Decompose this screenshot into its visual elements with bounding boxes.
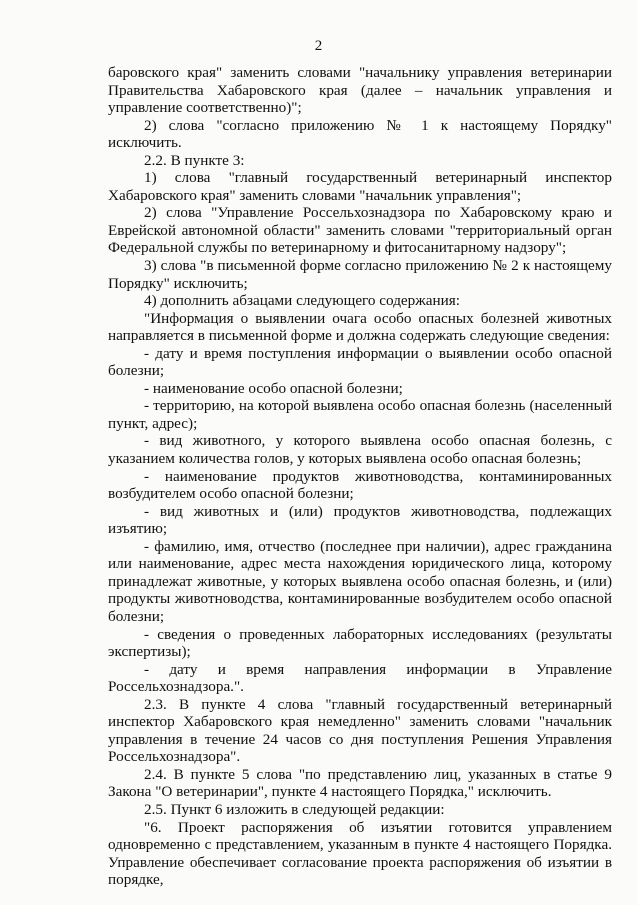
paragraph: - дату и время поступления информации о выявлении особо опасной болезни;: [108, 344, 612, 380]
paragraph: - наименование продуктов животноводства, контаминированных возбудителем особо опасной болезни;: [108, 467, 612, 503]
paragraph: 2.3. В пункте 4 слова "главный государственный ветеринарный инспектор Хабаровского края немедленно" заменить словами "начальник управления в течение 24 часов со дня поступления Решения Управления Россельхознадзора".: [108, 695, 612, 766]
paragraph: "6. Проект распоряжения об изъятии готовится управлением одновременно с представлением, указанным в пункте 4 настоящего Порядка. Управление обеспечивает согласование проекта распоряжения об изъятии в порядке,: [108, 818, 612, 889]
paragraph: баровского края" заменить словами "начальнику управления ветеринарии Правительства Хабаровского края (далее – начальник управления и управление соответственно)";: [108, 64, 612, 117]
paragraph: - вид животных и (или) продуктов животноводства, подлежащих изъятию;: [108, 502, 612, 538]
paragraph: - дату и время направления информации в Управление Россельхознадзора.".: [108, 660, 612, 696]
paragraph: 2.4. В пункте 5 слова "по представлению лиц, указанных в статье 9 Закона "О ветеринарии", пункте 4 настоящего Порядка," исключить.: [108, 765, 612, 801]
paragraph: 4) дополнить абзацами следующего содержания:: [144, 292, 460, 310]
paragraph: 2.2. В пункте 3:: [144, 151, 245, 169]
paragraph: - вид животного, у которого выявлена особо опасная болезнь, с указанием количества голов, у которых выявлена особо опасная болезнь;: [108, 432, 612, 468]
paragraph: - сведения о проведенных лабораторных исследованиях (результаты экспертизы);: [108, 625, 612, 661]
paragraph: - наименование особо опасной болезни;: [144, 379, 403, 397]
paragraph: 2) слова "Управление Россельхознадзора по Хабаровскому краю и Еврейской автономной области" заменить словами "территориальный орган Федеральной службы по ветеринарному и фитосанитарному надзору";: [108, 204, 612, 257]
paragraph: 3) слова "в письменной форме согласно приложению № 2 к настоящему Порядку" исключить;: [108, 257, 612, 292]
paragraph: 1) слова "главный государственный ветеринарный инспектор Хабаровского края" заменить словами "начальник управления";: [108, 169, 612, 204]
page-number: 2: [314, 38, 323, 54]
paragraph: - территорию, на которой выявлена особо опасная болезнь (населенный пункт, адрес);: [108, 397, 612, 432]
paragraph: 2.5. Пункт 6 изложить в следующей редакции:: [144, 800, 445, 818]
paragraph: 2) слова "согласно приложению № 1 к настоящему Порядку" исключить.: [108, 116, 612, 152]
document-body: [108, 64, 612, 889]
paragraph: - фамилию, имя, отчество (последнее при наличии), адрес гражданина или наименование, адрес места нахождения юридического лица, которому принадлежат животные, у которых выявлена особо опасная болезнь, и (или) продукты животноводства, контаминированные возбудителем особо опасной болезни;: [108, 537, 612, 625]
paragraph: "Информация о выявлении очага особо опасных болезней животных направляется в письменной форме и должна содержать следующие сведения:: [108, 309, 612, 345]
